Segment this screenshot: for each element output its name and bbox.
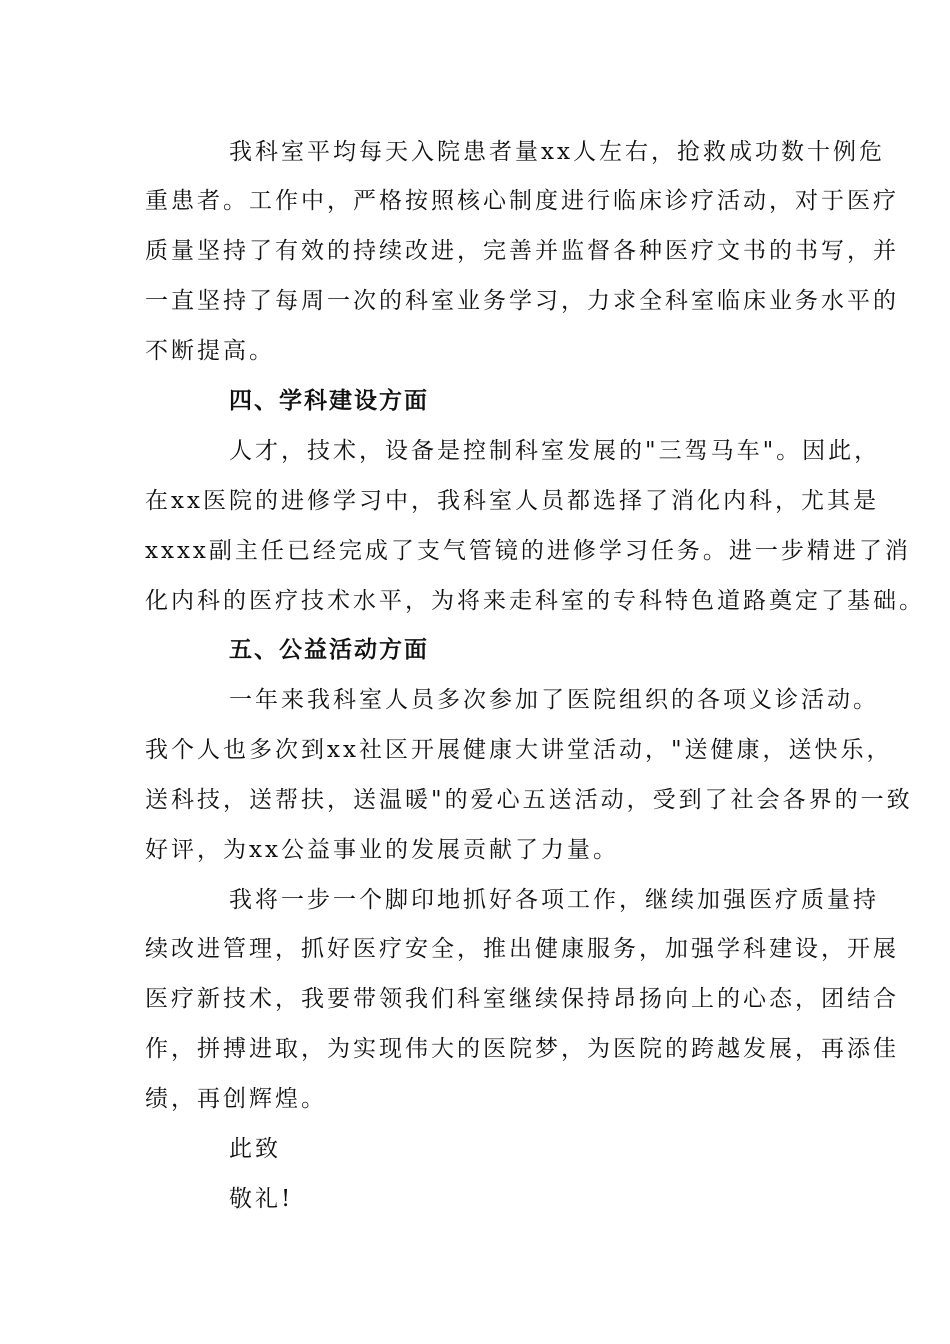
section-heading: 四、学科建设方面: [229, 387, 429, 414]
paragraph-line: 我个人也多次到xx社区开展健康大讲堂活动，"送健康，送快乐，: [145, 737, 893, 763]
paragraph-line: 我将一步一个脚印地抓好各项工作，继续加强医疗质量持: [229, 887, 879, 913]
closing-salutation: 此致: [229, 1136, 281, 1162]
paragraph-line: xxxx副主任已经完成了支气管镜的进修学习任务。进一步精进了消: [145, 538, 911, 564]
paragraph-line: 不断提高。: [145, 338, 275, 364]
paragraph-line: 重患者。工作中，严格按照核心制度进行临床诊疗活动，对于医疗: [145, 188, 899, 214]
paragraph-line: 我科室平均每天入院患者量xx人左右，抢救成功数十例危: [229, 139, 885, 165]
paragraph-line: 化内科的医疗技术水平，为将来走科室的专科特色道路奠定了基础。: [145, 588, 925, 614]
paragraph-line: 一年来我科室人员多次参加了医院组织的各项义诊活动。: [229, 687, 879, 713]
paragraph-line: 人才，技术，设备是控制科室发展的"三驾马车"。因此，: [229, 438, 881, 464]
paragraph-line: 质量坚持了有效的持续改进，完善并监督各种医疗文书的书写，并: [145, 238, 899, 264]
paragraph-line: 好评，为xx公益事业的发展贡献了力量。: [145, 837, 619, 863]
paragraph-line: 作，拼搏进取，为实现伟大的医院梦，为医院的跨越发展，再添佳: [145, 1036, 899, 1062]
section-heading: 五、公益活动方面: [229, 636, 429, 663]
closing-regards: 敬礼!: [229, 1186, 294, 1212]
paragraph-line: 在xx医院的进修学习中，我科室人员都选择了消化内科，尤其是: [145, 488, 879, 514]
paragraph-line: 一直坚持了每周一次的科室业务学习，力求全科室临床业务水平的: [145, 288, 899, 314]
paragraph-line: 绩，再创辉煌。: [145, 1086, 327, 1112]
paragraph-line: 送科技，送帮扶，送温暖"的爱心五送活动，受到了社会各界的一致: [145, 787, 913, 813]
paragraph-line: 医疗新技术，我要带领我们科室继续保持昂扬向上的心态，团结合: [145, 986, 899, 1012]
paragraph-line: 续改进管理，抓好医疗安全，推出健康服务，加强学科建设，开展: [145, 936, 899, 962]
